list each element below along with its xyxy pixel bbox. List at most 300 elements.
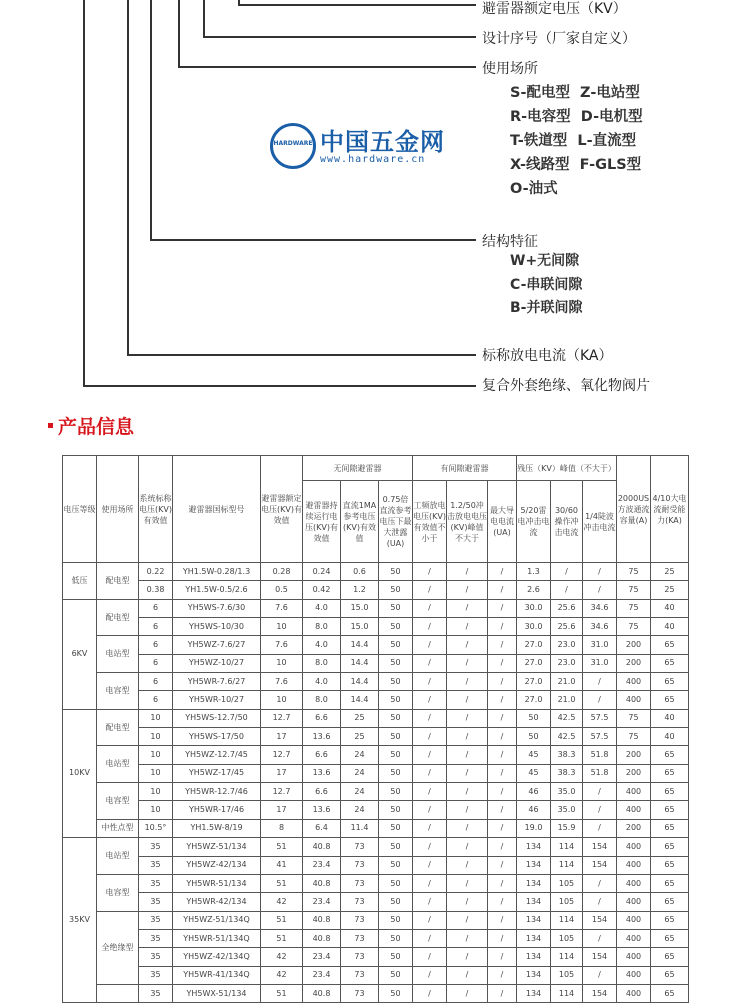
table-cell: 10: [139, 764, 173, 782]
cell-voltage-level: 6KV: [63, 599, 97, 709]
table-cell: 11.4: [341, 819, 379, 837]
table-cell: 17: [261, 801, 303, 819]
table-cell: /: [488, 728, 517, 746]
table-cell: 65: [651, 929, 689, 947]
table-cell: /: [413, 581, 447, 599]
table-cell: 65: [651, 746, 689, 764]
table-cell: /: [447, 874, 488, 892]
connector-line: [83, 385, 476, 387]
table-row: [63, 948, 689, 966]
table-cell: 6: [139, 691, 173, 709]
table-cell: /: [488, 746, 517, 764]
table-cell: 15.0: [341, 618, 379, 636]
table-cell: 6: [139, 654, 173, 672]
table-cell: 27.0: [517, 654, 551, 672]
table-cell: 6.6: [303, 709, 341, 727]
table-cell: 40: [651, 599, 689, 617]
table-cell: /: [488, 856, 517, 874]
table-cell: /: [583, 801, 617, 819]
table-cell: /: [583, 563, 617, 581]
cell-model: YH5WZ-42/134Q: [173, 948, 261, 966]
table-cell: 25: [651, 581, 689, 599]
table-cell: /: [551, 563, 583, 581]
table-cell: 50: [379, 893, 413, 911]
table-cell: /: [413, 764, 447, 782]
table-cell: 73: [341, 856, 379, 874]
label-discharge-current: 标称放电电流（KA）: [482, 348, 613, 364]
table-cell: 50: [379, 764, 413, 782]
connector-line: [150, 0, 152, 241]
table-cell: 50: [379, 783, 413, 801]
table-cell: /: [413, 636, 447, 654]
header-power-freq: 工频放电电压(KV)有效值不小于: [413, 481, 447, 563]
table-cell: 40.8: [303, 984, 341, 1002]
table-cell: 21.0: [551, 691, 583, 709]
table-cell: /: [447, 984, 488, 1002]
table-cell: 12.7: [261, 709, 303, 727]
table-cell: /: [413, 673, 447, 691]
table-cell: 57.5: [583, 709, 617, 727]
table-cell: 34.6: [583, 599, 617, 617]
table-cell: 10.5°: [139, 819, 173, 837]
table-cell: 0.5: [261, 581, 303, 599]
table-cell: 105: [551, 966, 583, 984]
table-cell: 19.0: [517, 819, 551, 837]
table-cell: 41: [261, 856, 303, 874]
bullet-square-icon: [48, 423, 53, 428]
table-cell: 73: [341, 929, 379, 947]
table-cell: /: [447, 838, 488, 856]
table-cell: 8.0: [303, 691, 341, 709]
product-info-table: [62, 455, 689, 1003]
table-cell: 24: [341, 783, 379, 801]
table-cell: 0.38: [139, 581, 173, 599]
table-cell: /: [447, 966, 488, 984]
table-cell: /: [447, 801, 488, 819]
usage-type-line: X-线路型 F-GLS型: [510, 157, 642, 173]
table-cell: 8.0: [303, 618, 341, 636]
table-cell: 73: [341, 874, 379, 892]
table-cell: /: [583, 691, 617, 709]
table-cell: 114: [551, 911, 583, 929]
table-cell: 200: [617, 746, 651, 764]
usage-type-line: S-配电型 Z-电站型: [510, 85, 640, 101]
structure-types: [510, 250, 582, 321]
cell-model: YH1.5W-0.28/1.3: [173, 563, 261, 581]
table-cell: /: [488, 581, 517, 599]
table-cell: 75: [617, 599, 651, 617]
table-row: [63, 783, 689, 801]
table-cell: 154: [583, 911, 617, 929]
table-cell: /: [447, 654, 488, 672]
table-cell: 6: [139, 673, 173, 691]
table-cell: 0.24: [303, 563, 341, 581]
table-cell: 6: [139, 618, 173, 636]
table-cell: /: [488, 966, 517, 984]
table-cell: 65: [651, 691, 689, 709]
table-cell: /: [413, 948, 447, 966]
header-system-voltage: 系统标称电压(KV)有效值: [139, 456, 173, 563]
header-rated-voltage: 避雷器额定电压(KV)有效值: [261, 456, 303, 563]
table-cell: 13.6: [303, 764, 341, 782]
table-cell: 50: [379, 948, 413, 966]
table-cell: /: [447, 673, 488, 691]
table-row: [63, 654, 689, 672]
table-cell: /: [413, 966, 447, 984]
table-cell: 134: [517, 984, 551, 1002]
table-cell: 10: [139, 709, 173, 727]
table-cell: 40: [651, 618, 689, 636]
header-gapped-group: 有间隙避雷器: [413, 456, 517, 481]
cell-model: YH5WS-10/30: [173, 618, 261, 636]
cell-voltage-level: 35KV: [63, 838, 97, 1003]
table-cell: 51.8: [583, 764, 617, 782]
table-cell: /: [413, 874, 447, 892]
table-cell: /: [413, 746, 447, 764]
table-cell: 400: [617, 801, 651, 819]
table-cell: 35: [139, 966, 173, 984]
table-cell: 400: [617, 874, 651, 892]
table-cell: 50: [379, 654, 413, 672]
table-cell: 73: [341, 911, 379, 929]
table-cell: 57.5: [583, 728, 617, 746]
table-cell: /: [413, 599, 447, 617]
table-cell: 46: [517, 783, 551, 801]
header-r-14: 1/4陡波冲击电流: [583, 481, 617, 563]
watermark-badge: HARDWARE: [273, 140, 313, 147]
table-cell: /: [413, 563, 447, 581]
table-cell: 6.4: [303, 819, 341, 837]
table-cell: 400: [617, 673, 651, 691]
table-cell: 23.4: [303, 948, 341, 966]
table-cell: 40: [651, 709, 689, 727]
table-cell: /: [447, 856, 488, 874]
table-cell: 40.8: [303, 911, 341, 929]
table-cell: 50: [379, 709, 413, 727]
table-row: [63, 838, 689, 856]
table-cell: 30.0: [517, 618, 551, 636]
table-cell: 73: [341, 893, 379, 911]
table-cell: 7.6: [261, 599, 303, 617]
connector-line: [83, 0, 85, 387]
table-cell: 35.0: [551, 783, 583, 801]
table-cell: 75: [617, 709, 651, 727]
table-cell: /: [447, 636, 488, 654]
table-cell: /: [413, 618, 447, 636]
section-title: [48, 412, 134, 439]
table-cell: 114: [551, 838, 583, 856]
table-cell: 23.4: [303, 893, 341, 911]
table-cell: 51: [261, 838, 303, 856]
cell-model: YH5WZ-51/134Q: [173, 911, 261, 929]
table-cell: /: [583, 581, 617, 599]
table-cell: /: [413, 709, 447, 727]
table-cell: /: [583, 893, 617, 911]
table-cell: 6.6: [303, 783, 341, 801]
table-row: [63, 709, 689, 727]
table-cell: 40: [651, 728, 689, 746]
table-cell: 25: [341, 709, 379, 727]
table-cell: 23.0: [551, 654, 583, 672]
table-cell: 45: [517, 764, 551, 782]
table-cell: 42: [261, 893, 303, 911]
table-cell: 25.6: [551, 599, 583, 617]
table-cell: 65: [651, 819, 689, 837]
table-cell: /: [447, 948, 488, 966]
header-gapless-group: 无间隙避雷器: [303, 456, 413, 481]
table-cell: 50: [379, 746, 413, 764]
table-cell: 65: [651, 856, 689, 874]
table-cell: 7.6: [261, 636, 303, 654]
cell-model: YH5WZ-17/45: [173, 764, 261, 782]
table-cell: /: [488, 783, 517, 801]
header-place: 使用场所: [97, 456, 139, 563]
table-cell: 65: [651, 783, 689, 801]
table-cell: 50: [517, 709, 551, 727]
table-cell: 4.0: [303, 636, 341, 654]
table-cell: 2.6: [517, 581, 551, 599]
cell-model: YH5WR-42/134: [173, 893, 261, 911]
table-cell: 10: [261, 691, 303, 709]
table-row: [63, 746, 689, 764]
table-cell: /: [551, 581, 583, 599]
usage-types: [510, 81, 643, 201]
cell-model: YH5WZ-7.6/27: [173, 636, 261, 654]
table-cell: 134: [517, 874, 551, 892]
table-cell: 14.4: [341, 654, 379, 672]
table-cell: 400: [617, 911, 651, 929]
table-cell: 12.7: [261, 783, 303, 801]
table-row: [63, 874, 689, 892]
watermark-logo: [270, 120, 445, 175]
table-cell: 46: [517, 801, 551, 819]
table-cell: 75: [617, 618, 651, 636]
table-cell: 65: [651, 636, 689, 654]
table-row: [63, 801, 689, 819]
table-cell: 14.4: [341, 636, 379, 654]
table-cell: 12.7: [261, 746, 303, 764]
table-cell: 50: [379, 984, 413, 1002]
table-cell: 65: [651, 801, 689, 819]
table-cell: 73: [341, 948, 379, 966]
label-structure: 结构特征: [482, 234, 538, 250]
cell-usage-place: 电容型: [97, 673, 139, 710]
cell-model: YH5WS-17/50: [173, 728, 261, 746]
structure-type-line: W+无间隙: [510, 253, 580, 269]
table-cell: 73: [341, 984, 379, 1002]
table-cell: 65: [651, 764, 689, 782]
table-cell: /: [447, 728, 488, 746]
table-cell: 50: [379, 911, 413, 929]
header-dc-1ma: 直流1MA参考电压(KV)有效值: [341, 481, 379, 563]
cell-model: YH5WR-12.7/46: [173, 783, 261, 801]
table-cell: 200: [617, 636, 651, 654]
table-cell: /: [447, 819, 488, 837]
header-square-wave: 2000US方波通流容量(A): [617, 456, 651, 563]
table-cell: 35: [139, 911, 173, 929]
cell-model: YH5WR-10/27: [173, 691, 261, 709]
cell-usage-place: 电容型: [97, 783, 139, 820]
table-cell: 40.8: [303, 838, 341, 856]
table-cell: 105: [551, 874, 583, 892]
table-row: [63, 581, 689, 599]
cell-model: YH5WZ-51/134: [173, 838, 261, 856]
table-row: [63, 911, 689, 929]
table-cell: 50: [379, 929, 413, 947]
table-cell: 154: [583, 856, 617, 874]
table-row: [63, 819, 689, 837]
table-cell: /: [583, 929, 617, 947]
label-design-number: 设计序号（厂家自定义）: [482, 31, 636, 47]
table-cell: /: [447, 709, 488, 727]
cell-voltage-level: 低压: [63, 563, 97, 600]
table-cell: 13.6: [303, 801, 341, 819]
table-cell: 40.8: [303, 874, 341, 892]
table-cell: 200: [617, 654, 651, 672]
table-cell: 400: [617, 948, 651, 966]
table-cell: 42: [261, 948, 303, 966]
table-cell: 35: [139, 893, 173, 911]
table-row: [63, 856, 689, 874]
table-cell: 400: [617, 966, 651, 984]
table-cell: 21.0: [551, 673, 583, 691]
table-cell: 50: [379, 966, 413, 984]
table-cell: 25: [341, 728, 379, 746]
connector-line: [203, 36, 476, 38]
table-cell: 27.0: [517, 673, 551, 691]
table-cell: 200: [617, 764, 651, 782]
structure-type-line: C-串联间隙: [510, 276, 583, 293]
connector-line: [127, 0, 129, 356]
table-cell: 51: [261, 874, 303, 892]
table-cell: 45: [517, 746, 551, 764]
table-cell: 200: [617, 819, 651, 837]
table-cell: 25.6: [551, 618, 583, 636]
table-cell: 35: [139, 929, 173, 947]
table-cell: 50: [379, 801, 413, 819]
table-row: [63, 599, 689, 617]
table-cell: /: [447, 764, 488, 782]
cell-model: YH5WR-51/134Q: [173, 929, 261, 947]
table-cell: 134: [517, 838, 551, 856]
table-cell: 134: [517, 893, 551, 911]
table-cell: /: [488, 929, 517, 947]
table-cell: 25: [651, 563, 689, 581]
table-cell: 400: [617, 856, 651, 874]
table-cell: 51: [261, 911, 303, 929]
table-cell: 51.8: [583, 746, 617, 764]
table-cell: /: [447, 691, 488, 709]
connector-line: [150, 239, 476, 241]
table-row: [63, 691, 689, 709]
table-cell: 134: [517, 929, 551, 947]
label-composite-housing: 复合外套绝缘、氧化物阀片: [482, 378, 650, 394]
table-cell: 8.0: [303, 654, 341, 672]
table-cell: /: [447, 911, 488, 929]
table-cell: 4.0: [303, 673, 341, 691]
table-body: [63, 563, 689, 1003]
table-cell: 51: [261, 984, 303, 1002]
table-row: [63, 728, 689, 746]
table-cell: 10: [139, 728, 173, 746]
table-cell: 42: [261, 966, 303, 984]
table-cell: 38.3: [551, 746, 583, 764]
table-cell: /: [413, 856, 447, 874]
cell-model: YH5WZ-12.7/45: [173, 746, 261, 764]
cell-model: YH5WR-7.6/27: [173, 673, 261, 691]
table-cell: 4.0: [303, 599, 341, 617]
table-cell: 35: [139, 984, 173, 1002]
table-cell: 400: [617, 893, 651, 911]
cell-model: YH1.5W-8/19: [173, 819, 261, 837]
table-cell: 105: [551, 929, 583, 947]
cell-model: YH5WR-17/46: [173, 801, 261, 819]
table-cell: 50: [379, 838, 413, 856]
table-cell: /: [488, 764, 517, 782]
table-cell: 134: [517, 948, 551, 966]
table-cell: /: [488, 801, 517, 819]
table-row: [63, 563, 689, 581]
cell-usage-place: 配电型: [97, 599, 139, 636]
table-cell: /: [488, 599, 517, 617]
table-cell: 50: [379, 728, 413, 746]
table-cell: /: [413, 893, 447, 911]
table-row: [63, 673, 689, 691]
table-cell: /: [447, 599, 488, 617]
table-cell: 50: [379, 819, 413, 837]
usage-type-line: O-油式: [510, 181, 558, 197]
table-cell: 73: [341, 838, 379, 856]
table-cell: 1.2: [341, 581, 379, 599]
table-cell: 154: [583, 838, 617, 856]
table-cell: 6.6: [303, 746, 341, 764]
table-row: [63, 636, 689, 654]
table-cell: 154: [583, 984, 617, 1002]
table-cell: 23.4: [303, 856, 341, 874]
table-cell: /: [488, 911, 517, 929]
table-cell: /: [488, 984, 517, 1002]
table-cell: 14.4: [341, 691, 379, 709]
table-row: [63, 618, 689, 636]
connector-line: [178, 0, 180, 67]
table-cell: 14.4: [341, 673, 379, 691]
label-usage-place: 使用场所: [482, 61, 538, 77]
table-cell: 0.6: [341, 563, 379, 581]
table-cell: 23.4: [303, 966, 341, 984]
table-cell: 400: [617, 929, 651, 947]
table-cell: 114: [551, 856, 583, 874]
connector-line: [178, 66, 476, 68]
connector-line: [203, 0, 205, 38]
table-cell: /: [488, 893, 517, 911]
table-cell: /: [488, 874, 517, 892]
table-cell: /: [413, 929, 447, 947]
section-title-text: 产品信息: [58, 416, 135, 438]
table-cell: 65: [651, 874, 689, 892]
cell-model: YH5WZ-10/27: [173, 654, 261, 672]
table-cell: /: [413, 654, 447, 672]
cell-model: YH5WX-51/134: [173, 984, 261, 1002]
table-cell: 65: [651, 654, 689, 672]
header-impulse: 1.2/50冲击放电电压(KV)峰值不大于: [447, 481, 488, 563]
table-cell: /: [413, 801, 447, 819]
cell-model: YH5WZ-42/134: [173, 856, 261, 874]
table-cell: /: [583, 673, 617, 691]
table-cell: /: [583, 783, 617, 801]
table-cell: 75: [617, 728, 651, 746]
table-cell: /: [488, 636, 517, 654]
structure-type-line: B-并联间隙: [510, 300, 583, 316]
